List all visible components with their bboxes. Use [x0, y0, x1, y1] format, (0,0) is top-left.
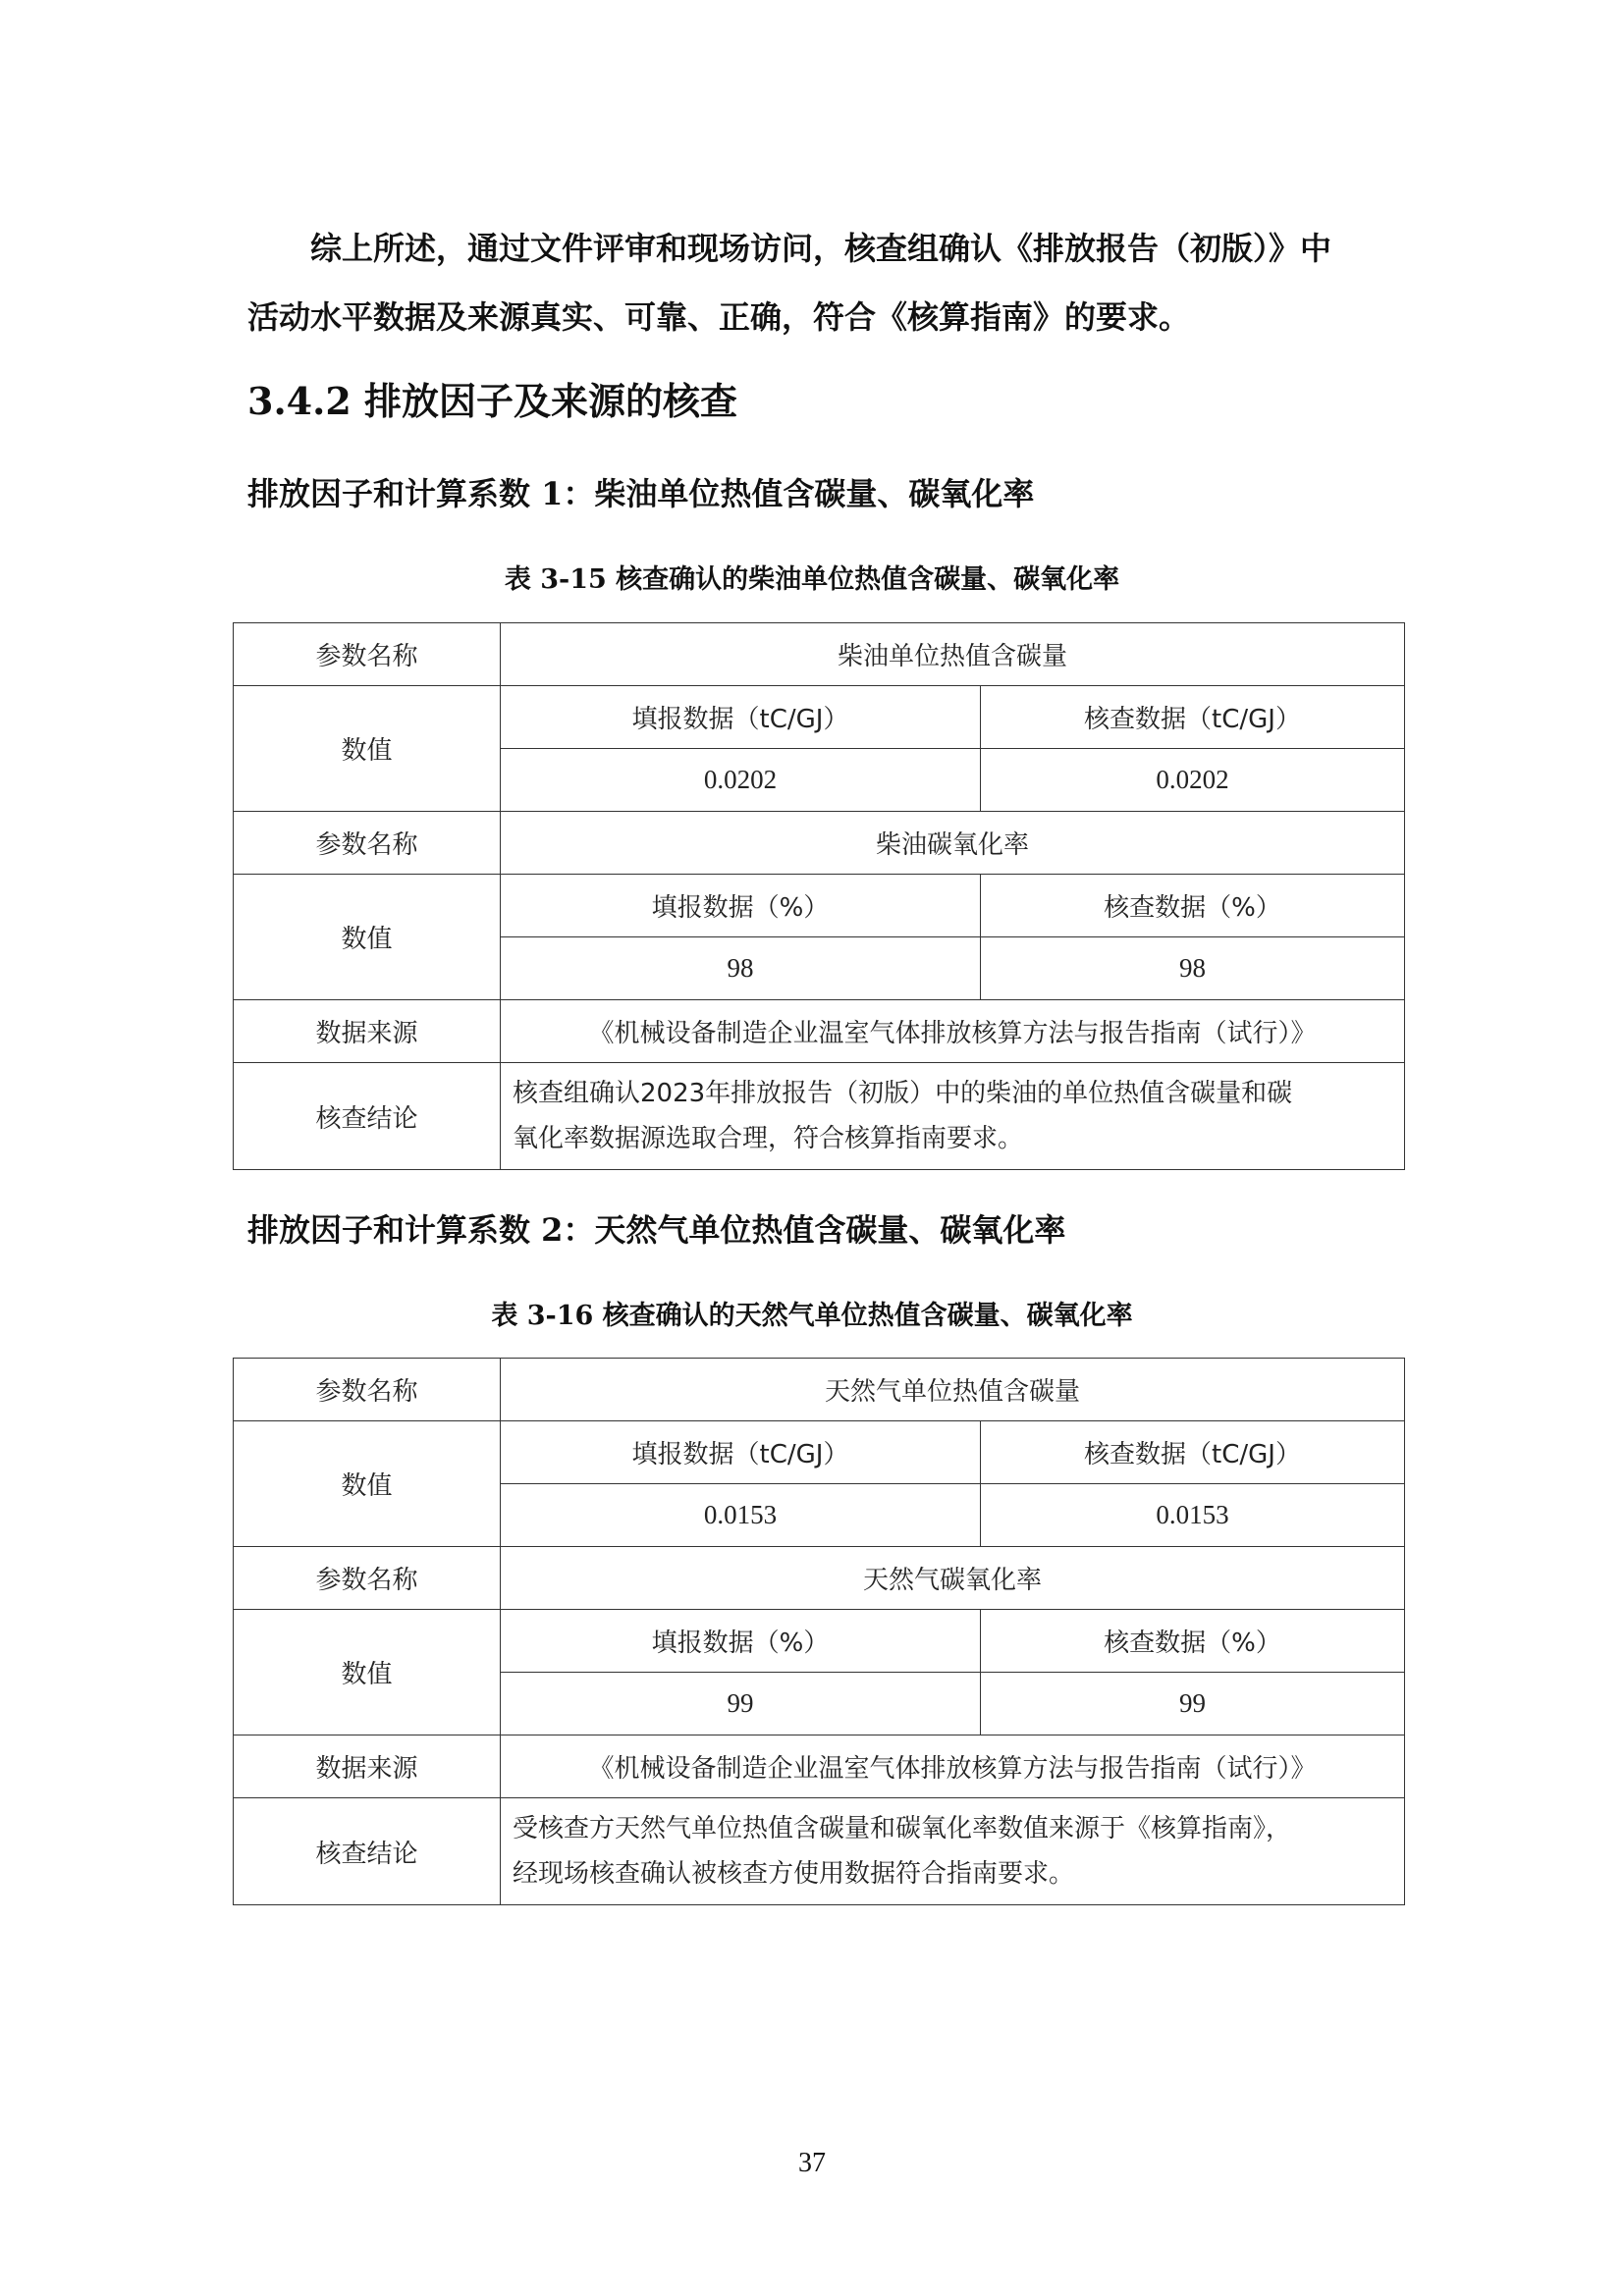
verified-header-cell: 核查数据（tC/GJ） [981, 686, 1405, 749]
summary-paragraph [247, 214, 1388, 351]
conclusion-cell [501, 1063, 1405, 1170]
table-row [234, 1063, 1405, 1170]
table-3-16-caption: 表 3-16 核查确认的天然气单位热值含碳量、碳氧化率 [491, 1301, 1133, 1331]
conclusion-line: 经现场核查确认被核查方使用数据符合指南要求。 [513, 1859, 1075, 1889]
param-label-cell: 参数名称 [234, 812, 501, 875]
reported-value-cell: 0.0202 [501, 749, 981, 812]
table-3-15-caption: 表 3-15 核查确认的柴油单位热值含碳量、碳氧化率 [504, 564, 1120, 595]
reported-value-cell: 98 [501, 937, 981, 1000]
value-label-cell: 数值 [234, 1610, 501, 1735]
verified-header-cell: 核查数据（tC/GJ） [981, 1421, 1405, 1484]
verified-value-cell: 99 [981, 1673, 1405, 1735]
verified-value-cell: 98 [981, 937, 1405, 1000]
page-number: 37 [798, 2148, 826, 2178]
table-row [234, 1421, 1405, 1484]
paragraph-line: 综上所述，通过文件评审和现场访问，核查组确认《排放报告（初版）》中 [310, 230, 1332, 267]
verified-header-cell: 核查数据（%） [981, 1610, 1405, 1673]
table-row [234, 812, 1405, 875]
table-row [234, 686, 1405, 749]
table-row [234, 1359, 1405, 1421]
table-3-16 [233, 1358, 1405, 1905]
value-label-cell: 数值 [234, 875, 501, 1000]
value-label-cell: 数值 [234, 1421, 501, 1547]
value-label-cell: 数值 [234, 686, 501, 812]
conclusion-label-cell: 核查结论 [234, 1798, 501, 1905]
source-label-cell: 数据来源 [234, 1000, 501, 1063]
factor2-heading: 排放因子和计算系数 2：天然气单位热值含碳量、碳氧化率 [247, 1211, 1066, 1249]
conclusion-line: 受核查方天然气单位热值含碳量和碳氧化率数值来源于《核算指南》， [513, 1814, 1292, 1843]
reported-header-cell: 填报数据（tC/GJ） [501, 686, 981, 749]
param-label-cell: 参数名称 [234, 1359, 501, 1421]
table-row [234, 1000, 1405, 1063]
table-row [234, 1735, 1405, 1798]
verified-header-cell: 核查数据（%） [981, 875, 1405, 937]
reported-header-cell: 填报数据（tC/GJ） [501, 1421, 981, 1484]
reported-header-cell: 填报数据（%） [501, 875, 981, 937]
verified-value-cell: 0.0202 [981, 749, 1405, 812]
section-heading: 3.4.2 排放因子及来源的核查 [247, 379, 738, 423]
conclusion-label-cell: 核查结论 [234, 1063, 501, 1170]
conclusion-line: 核查组确认2023年排放报告（初版）中的柴油的单位热值含碳量和碳 [513, 1079, 1293, 1108]
verified-value-cell: 0.0153 [981, 1484, 1405, 1547]
table-row [234, 875, 1405, 937]
paragraph-line: 活动水平数据及来源真实、可靠、正确，符合《核算指南》的要求。 [247, 298, 1191, 336]
source-label-cell: 数据来源 [234, 1735, 501, 1798]
reported-value-cell: 0.0153 [501, 1484, 981, 1547]
table-row [234, 623, 1405, 686]
table-row [234, 1547, 1405, 1610]
table-row [234, 1610, 1405, 1673]
param-label-cell: 参数名称 [234, 623, 501, 686]
param-name-cell: 柴油单位热值含碳量 [501, 623, 1405, 686]
factor1-heading: 排放因子和计算系数 1：柴油单位热值含碳量、碳氧化率 [247, 475, 1035, 512]
param-name-cell: 天然气碳氧化率 [501, 1547, 1405, 1610]
conclusion-line: 氧化率数据源选取合理，符合核算指南要求。 [513, 1124, 1024, 1153]
reported-header-cell: 填报数据（%） [501, 1610, 981, 1673]
param-label-cell: 参数名称 [234, 1547, 501, 1610]
reported-value-cell: 99 [501, 1673, 981, 1735]
table-row [234, 1798, 1405, 1905]
table-3-15 [233, 622, 1405, 1170]
conclusion-cell [501, 1798, 1405, 1905]
param-name-cell: 天然气单位热值含碳量 [501, 1359, 1405, 1421]
param-name-cell: 柴油碳氧化率 [501, 812, 1405, 875]
source-cell: 《机械设备制造企业温室气体排放核算方法与报告指南（试行）》 [501, 1735, 1405, 1798]
source-cell: 《机械设备制造企业温室气体排放核算方法与报告指南（试行）》 [501, 1000, 1405, 1063]
